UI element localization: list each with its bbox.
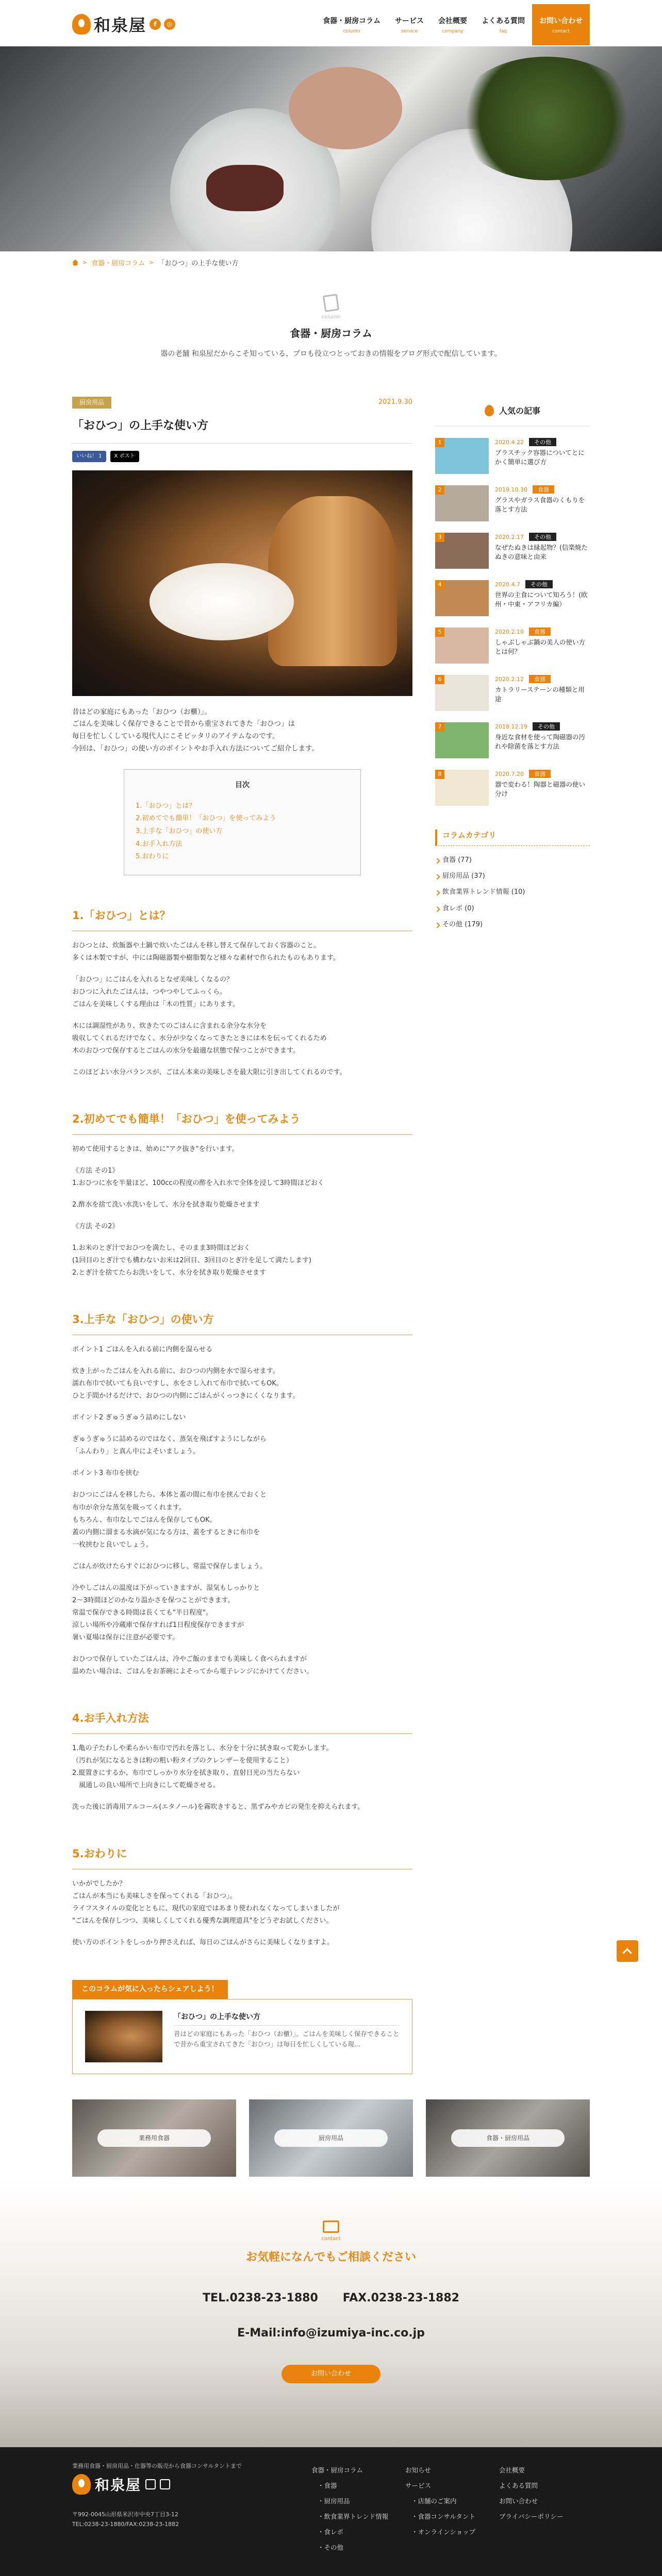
rank-badge: 4	[435, 580, 444, 589]
footer-logo[interactable]	[72, 2474, 170, 2495]
paragraph: 1.亀の子たわしや柔らかい布巾で汚れを落とし、水分を十分に拭き取って乾かします。	[72, 1744, 333, 1752]
paragraph: 常温で保存できる時間は長くても"半日程度"。	[72, 1608, 212, 1617]
footer-link[interactable]: プライバシーポリシー	[499, 2513, 564, 2520]
popular-meta	[495, 438, 590, 446]
popular-thumb	[435, 580, 489, 616]
footer-link[interactable]: ・食器コンサルタント	[411, 2513, 475, 2520]
paragraph: ごはんを美味しくする理由は「木の性質」にあります。	[72, 1001, 239, 1008]
section-heading: 3.上手な「おひつ」の使い方	[72, 1310, 412, 1335]
popular-meta	[495, 485, 590, 494]
paragraph: ひと手間かけるだけで、おひつの内側にごはんがくっつきにくくなります。	[72, 1392, 300, 1400]
popular-date: 2020.4.7	[495, 581, 520, 588]
facebook-like-button[interactable]: いいね！ 1	[72, 451, 106, 462]
footer-link[interactable]: ・食レポ	[318, 2528, 344, 2536]
popular-meta	[495, 580, 590, 588]
intro-line: 昔はどの家庭にもあった「おひつ（お櫃）」。	[72, 707, 211, 716]
nav-sub: service	[401, 29, 418, 34]
article	[72, 397, 412, 2074]
section-desc: 器の老舗 和泉屋だからこそ知っている、プロも役立つとっておきの情報をブログ形式で配信しています。	[160, 350, 502, 358]
footer-link[interactable]: ・その他	[318, 2544, 344, 2551]
intro-line: ごはんを美味しく保存できることで昔から重宝されてきた「おひつ」は	[72, 720, 295, 728]
ohitsu-tub	[268, 496, 397, 666]
popular-date: 2020.4.22	[495, 438, 524, 446]
notebook-icon	[323, 294, 339, 312]
popular-item[interactable]	[435, 770, 590, 806]
paragraph: いかがでしたか？	[72, 1879, 126, 1888]
paragraph: ポイント2 ぎゅうぎゅう詰めにしない	[72, 1414, 186, 1422]
contact-mail[interactable]: E-Mail:info@izumiya-inc.co.jp	[237, 2327, 425, 2340]
banner-label: 厨房用品	[274, 2129, 388, 2147]
x-post-button[interactable]: X ポスト	[110, 451, 139, 462]
article-title: 「おひつ」の上手な使い方	[72, 416, 412, 444]
toc-item[interactable]: 5.おわりに	[136, 853, 169, 861]
paragraph: （汚れが気になるときは粉の粗い粉タイプのクレンザーを使用すること）	[72, 1756, 293, 1765]
spacer	[72, 1424, 412, 1433]
paragraph: ごはんが炊けたらすぐにおひつに移し、常温で保存しましょう。	[72, 1562, 267, 1570]
popular-item[interactable]	[435, 580, 590, 616]
toc-title: 目次	[235, 781, 250, 790]
popular-category: その他	[533, 722, 560, 731]
paragraph: おひつとは、炊飯器や土鍋で炊いたごはんを移し替えて保存しておく容器のこと。	[72, 941, 321, 950]
share-box-heading: このコラムが気に入ったらシェアしよう！	[72, 1980, 228, 1999]
popular-title: グラスやガラス食器のくもりを落とす方法	[495, 496, 585, 514]
popular-title: プラスチック容器についてとにかく簡単に選び方	[495, 449, 585, 466]
popular-category: その他	[529, 533, 556, 541]
paragraph: 2.酢水を捨て洗い水洗いをして、水分を拭き取り乾燥させます	[72, 1201, 260, 1209]
back-to-top-button[interactable]	[617, 1940, 638, 1962]
article-intro	[72, 706, 412, 755]
category-heading: コラムカテゴリ	[435, 829, 590, 846]
hero-hand	[289, 67, 402, 149]
contact-phones	[0, 2292, 662, 2304]
site-footer	[0, 2447, 662, 2576]
mail-icon	[323, 2221, 339, 2233]
nav-label: よくある質問	[482, 17, 525, 25]
popular-date: 2020.7.20	[495, 770, 524, 777]
spacer	[72, 1233, 412, 1242]
category-item[interactable]: その他 (179)	[435, 917, 590, 933]
spacer	[72, 1156, 412, 1165]
paragraph: 洗った後に消毒用アルコール(エタノール)を霧吹きすると、黒ずみやカビの発生を抑えられます。	[72, 1803, 365, 1811]
article-date: 2021.9.30	[378, 398, 412, 406]
popular-date: 2019.10.30	[495, 486, 527, 493]
popular-date: 2020.2.12	[495, 675, 524, 683]
footer-address	[72, 2510, 179, 2529]
footer-tagline: 業務用食器・厨房用品・仕器等の販売から食器コンサルタントまで	[72, 2463, 242, 2469]
popular-title: しゃぶしゃぶ鍋の美人の使い方とは何？	[495, 638, 586, 656]
hero-herbs	[454, 57, 639, 180]
paragraph: ごはんが本当にも美味しさを保ってくれる「おひつ」。	[72, 1892, 237, 1900]
footer-link[interactable]: ・店舗のご案内	[411, 2497, 457, 2505]
contact-en: contact	[321, 2236, 341, 2242]
popular-item[interactable]	[435, 675, 590, 711]
paragraph: 「おひつ」にごはんを入れるとなぜ美味しくなるの？	[72, 975, 234, 984]
nav-label: サービス	[395, 17, 424, 25]
fire-icon	[485, 405, 494, 416]
spacer	[72, 1644, 412, 1653]
paragraph: 風通しの良い場所で上向きにして乾燥させる。	[72, 1781, 220, 1789]
popular-thumb	[435, 628, 489, 664]
popular-meta	[495, 770, 590, 778]
nav-label: 食器・厨房コラム	[323, 17, 380, 25]
spacer	[72, 1011, 412, 1020]
contact-button[interactable]: お問い合わせ	[282, 2365, 380, 2383]
popular-meta	[495, 533, 590, 541]
spacer	[72, 1402, 412, 1412]
footer-link[interactable]: お知らせ	[405, 2466, 431, 2474]
popular-meta	[495, 628, 590, 636]
popular-category: 食器	[533, 485, 554, 494]
popular-list	[435, 438, 590, 806]
popular-item[interactable]	[435, 485, 590, 521]
footer-col-column	[311, 2463, 388, 2555]
popular-thumb	[435, 770, 489, 806]
share-desc: 昔はどの家庭にもあった「おひつ（お櫃）」。ごはんを美味しく保存できることで昔から重宝されてきた「おひつ」は毎日を忙しくしている現...	[174, 2030, 400, 2048]
facebook-icon[interactable]	[145, 2479, 156, 2489]
share-box	[72, 1980, 412, 2074]
banner-kitchen[interactable]	[249, 2099, 413, 2177]
footer-link[interactable]: 食器・厨房コラム	[311, 2466, 363, 2474]
paragraph: 炊き上がったごはんを入れる前に、おひつの内側を水で湿らせます。	[72, 1367, 279, 1376]
popular-thumb	[435, 675, 489, 711]
spacer	[72, 1927, 412, 1937]
popular-title: カトラリーステーンの種類と用途	[495, 686, 585, 703]
category-item[interactable]: 飲食業界トレンド情報 (10)	[435, 884, 590, 900]
popular-item[interactable]	[435, 533, 590, 569]
breadcrumb-sep: >	[149, 259, 154, 266]
contact-section	[0, 2179, 662, 2447]
banner-label: 業務用食器	[97, 2129, 211, 2147]
popular-thumb	[435, 533, 489, 569]
spacer	[72, 1551, 412, 1561]
spacer	[72, 1057, 412, 1066]
paragraph: 吸収してくれるだけでなく、水分が少なくなってきたときには木を伝ってくれるため	[72, 1035, 327, 1043]
banner-tableware[interactable]	[72, 2099, 236, 2177]
toc-item[interactable]: 4.お手入れ方法	[136, 840, 183, 848]
section-heading: 2.初めてでも簡単！「おひつ」を使ってみよう	[72, 1110, 412, 1135]
site-header	[0, 0, 662, 46]
logo-text: 和泉屋	[95, 2477, 142, 2494]
paragraph: おひつにごはんを移したら、本体と蓋の間に布巾を挟んでおくと	[72, 1491, 267, 1499]
global-nav	[316, 4, 590, 45]
address-line: TEL:0238-23-1880/FAX:0238-23-1882	[72, 2520, 179, 2528]
spacer	[72, 964, 412, 974]
section-body	[72, 1742, 412, 1814]
rank-badge: 8	[435, 770, 444, 779]
spacer	[72, 1458, 412, 1467]
paragraph: (1回目のとぎ汁でも構わないお米は2回目、3回目のとぎ汁を足して満たします)	[72, 1257, 311, 1265]
paragraph: 1.お米のとぎ汁でおひつを満たし、そのまま3時間ほどおく	[72, 1244, 251, 1252]
footer-link[interactable]: お問い合わせ	[499, 2497, 538, 2505]
spacer	[72, 1356, 412, 1365]
paragraph: 《方法 その1》	[72, 1167, 119, 1175]
popular-meta	[495, 722, 590, 731]
footer-link[interactable]: サービス	[405, 2482, 432, 2489]
toc-item[interactable]: 1.「おひつ」とは？	[136, 802, 196, 810]
toc-item[interactable]: 2.初めてでも簡単！「おひつ」を使ってみよう	[136, 815, 276, 823]
share-card[interactable]	[72, 1999, 412, 2074]
instagram-icon[interactable]: ◎	[164, 19, 175, 30]
logo-mark-icon	[72, 14, 91, 35]
intro-line: 毎日を忙しくしている現代人にこそピッタリのアイテムなのです。	[72, 732, 279, 740]
paragraph: ぎゅうぎゅうに詰めるのではなく、蒸気を飛ばすようにしながら	[72, 1435, 267, 1444]
popular-title: 身近な食材を使って陶磁器の汚れや除菌を落とす方法	[495, 733, 586, 751]
section-body	[72, 1878, 412, 1949]
paragraph: 涼しい場所や冷蔵庫で保存すれば1日程度保存できますが	[72, 1621, 244, 1629]
page-title: 食器・厨房コラム	[290, 327, 372, 340]
nav-company[interactable]	[431, 4, 474, 45]
rank-badge: 3	[435, 533, 444, 542]
popular-item[interactable]	[435, 628, 590, 664]
paragraph: 濡れ布巾で拭いても良いですし、水をさし入れて布巾で拭いてもOK。	[72, 1380, 283, 1388]
sidebar	[435, 404, 590, 933]
paragraph: 一枚挟むと良いでしょう。	[72, 1540, 153, 1549]
paragraph: 「ふんわり」と真ん中によそいましょう。	[72, 1448, 200, 1456]
banner-label: 食器・厨房用品	[451, 2129, 565, 2147]
logo-text: 和泉屋	[94, 15, 147, 35]
contact-title: お気軽になんでもご相談ください	[245, 2251, 416, 2264]
paragraph: 冷やしごはんの温度は下がっていきますが、湿気もしっかりと	[72, 1584, 260, 1592]
banner-both[interactable]	[426, 2099, 590, 2177]
nav-sub: contact	[552, 29, 570, 34]
category-item[interactable]: 食器 (77)	[435, 852, 590, 868]
paragraph: ポイント1 ごはんを入れる前に内側を湿らせる	[72, 1346, 213, 1354]
article-sections	[72, 906, 412, 1949]
nav-sub: company	[442, 29, 464, 34]
nav-sub: column	[343, 29, 360, 34]
rank-badge: 2	[435, 485, 444, 495]
popular-meta	[495, 675, 590, 683]
paragraph: 木のおひつで保存するとごはんの水分を最適な状態で保つことができます。	[72, 1047, 300, 1055]
paragraph: もちろん、布巾なしでごはんを保存してもOK。	[72, 1516, 217, 1524]
spacer	[72, 1792, 412, 1801]
paragraph: "ごはんを保存しつつ、美味しくしてくれる優秀な調理道具"をどうぞお試しください。	[72, 1917, 333, 1925]
category-list	[435, 852, 590, 933]
spacer	[72, 1190, 412, 1199]
popular-category: 食器	[529, 675, 551, 683]
paragraph: 布巾が余分な蒸気を吸ってくれます。	[72, 1503, 186, 1512]
section-body	[72, 940, 412, 1079]
paragraph: 2〜3時間ほどのかなり温かさを保つことができます。	[72, 1596, 235, 1604]
category-item[interactable]: 食レポ (0)	[435, 901, 590, 917]
popular-date: 2020.2.17	[495, 533, 524, 540]
footer-col-service	[405, 2463, 475, 2540]
paragraph: 暑い夏場は保存に注意が必要です。	[72, 1633, 179, 1641]
nav-service[interactable]	[388, 4, 431, 45]
footer-link[interactable]: ・食器	[318, 2482, 337, 2489]
rank-badge: 6	[435, 675, 444, 684]
footer-link[interactable]: ・飲食業界トレンド情報	[318, 2513, 389, 2520]
category-badge[interactable]: 厨房用品	[72, 397, 111, 409]
rank-badge: 7	[435, 722, 444, 732]
footer-link[interactable]: ・オンラインショップ	[411, 2528, 476, 2536]
section-en: column	[321, 314, 341, 320]
contact-tel[interactable]: TEL.0238-23-1880	[203, 2292, 318, 2304]
nav-sub: faq	[499, 29, 507, 34]
toc-item[interactable]: 3.上手な「おひつ」の使い方	[136, 827, 223, 835]
popular-date: 2018.12.19	[495, 723, 527, 730]
paragraph: 《方法 その2》	[72, 1223, 119, 1231]
popular-item[interactable]	[435, 438, 590, 474]
spacer	[72, 1211, 412, 1221]
popular-thumb	[435, 438, 489, 474]
paragraph: ライフスタイルの変化とともに、現代の家庭ではあまり使われなくなってしまいましたが	[72, 1904, 340, 1912]
spacer	[72, 1480, 412, 1489]
instagram-icon[interactable]	[160, 2479, 170, 2489]
paragraph: おひつに入れたごはんは、つやつやしてふっくら。	[72, 988, 227, 996]
popular-category: その他	[529, 438, 556, 446]
popular-title: 世界の主食について知ろう！(欧州・中東・アフリカ編）	[495, 591, 588, 608]
paragraph: 1.おひつに水を半量ほど、100ccの程度の酢を入れ水で全体を浸して3時間ほどおく	[72, 1179, 324, 1188]
paragraph: このほどよい水分バランスが、ごはん本来の美味しさを最大限に引き出してくれるのです。	[72, 1069, 346, 1077]
share-buttons	[72, 451, 412, 462]
section-body	[72, 1344, 412, 1678]
rice	[150, 563, 294, 640]
contact-fax: FAX.0238-23-1882	[342, 2292, 459, 2304]
footer-link[interactable]: よくある質問	[499, 2482, 538, 2489]
breadcrumb	[72, 258, 238, 267]
section-heading: 1.「おひつ」とは？	[72, 906, 412, 931]
facebook-icon[interactable]: f	[150, 19, 161, 30]
article-image	[72, 470, 412, 696]
popular-date: 2020.2.10	[495, 628, 524, 635]
category-item[interactable]: 厨房用品 (37)	[435, 868, 590, 884]
popular-category: その他	[525, 580, 553, 588]
paragraph: 木には調湿性があり、炊きたてのごはんに含まれる余分な水分を	[72, 1022, 267, 1030]
breadcrumb-sep: >	[82, 259, 88, 266]
footer-link[interactable]: ・厨房用品	[318, 2497, 350, 2505]
hero-meat	[206, 165, 284, 211]
share-title: 「おひつ」の上手な使い方	[174, 2011, 400, 2026]
paragraph: 温めたい場合は、ごはんをお茶碗によそってから電子レンジにかけてください。	[72, 1668, 313, 1676]
popular-category: 食器	[529, 770, 551, 778]
hero-image	[0, 46, 662, 251]
share-thumb	[85, 2011, 162, 2062]
nav-label: 会社概要	[438, 17, 467, 25]
rank-badge: 5	[435, 628, 444, 637]
popular-thumb	[435, 722, 489, 758]
paragraph: 多くは木製ですが、中には陶磁器製や樹脂製など様々な素材で作られたものもあります。	[72, 954, 340, 962]
site-logo[interactable]	[72, 12, 175, 36]
section-body	[72, 1143, 412, 1279]
paragraph: 使い方のポイントをしっかり押さえれば、毎日のごはんがさらに美味しくなりますよ。	[72, 1939, 334, 1947]
address-line: 〒992-0045山形県米沢市中央7丁目3-12	[72, 2511, 178, 2518]
spacer	[72, 1573, 412, 1582]
section-heading: 4.お手入れ方法	[72, 1709, 412, 1734]
breadcrumb-column[interactable]: 食器・厨房コラム	[91, 260, 145, 267]
paragraph: 2.とぎ汁を捨てたらお洗いをして、水分を拭き取り乾燥させます	[72, 1269, 267, 1277]
breadcrumb-current: 「おひつ」の上手な使い方	[158, 260, 239, 267]
footer-col-company	[499, 2463, 563, 2524]
nav-label: お問い合わせ	[539, 17, 583, 25]
logo-mark-icon	[72, 2474, 91, 2495]
home-icon[interactable]	[72, 260, 78, 266]
section-heading: 5.おわりに	[72, 1844, 412, 1870]
paragraph: おひつで保存していたごはんは、冷やご飯のままでも美味しく食べられますが	[72, 1655, 307, 1663]
paragraph: ポイント3 布巾を挟む	[72, 1469, 139, 1478]
nav-column[interactable]	[316, 4, 388, 45]
rank-badge: 1	[435, 438, 444, 447]
paragraph: 初めて使用するときは、始めに"アク抜き"を行います。	[72, 1145, 239, 1153]
popular-category: 食器	[529, 628, 551, 636]
intro-line: 今回は、「おひつ」の使い方のポイントやお手入れ方法についてご紹介します。	[72, 744, 319, 753]
popular-title: 器で変わる！陶器と磁器の使い分け	[495, 781, 586, 798]
paragraph: 2.縦置きにするか、布巾でしっかり水分を拭き取り、直射日光の当たらない	[72, 1769, 300, 1777]
section-title	[0, 295, 662, 359]
popular-heading	[435, 404, 590, 427]
nav-contact[interactable]	[532, 4, 590, 45]
popular-item[interactable]	[435, 722, 590, 758]
table-of-contents	[124, 769, 361, 875]
paragraph: 蓋の内側に溜まる水滴が気になる方は、蓋をするときに布巾を	[72, 1528, 260, 1536]
popular-title: 人気の記事	[499, 406, 540, 416]
nav-faq[interactable]	[474, 4, 532, 45]
popular-thumb	[435, 485, 489, 521]
footer-link[interactable]: 会社概要	[499, 2466, 525, 2474]
popular-title: なぜたぬきは縁起物？(信楽焼たぬきの意味と由来	[495, 544, 588, 561]
